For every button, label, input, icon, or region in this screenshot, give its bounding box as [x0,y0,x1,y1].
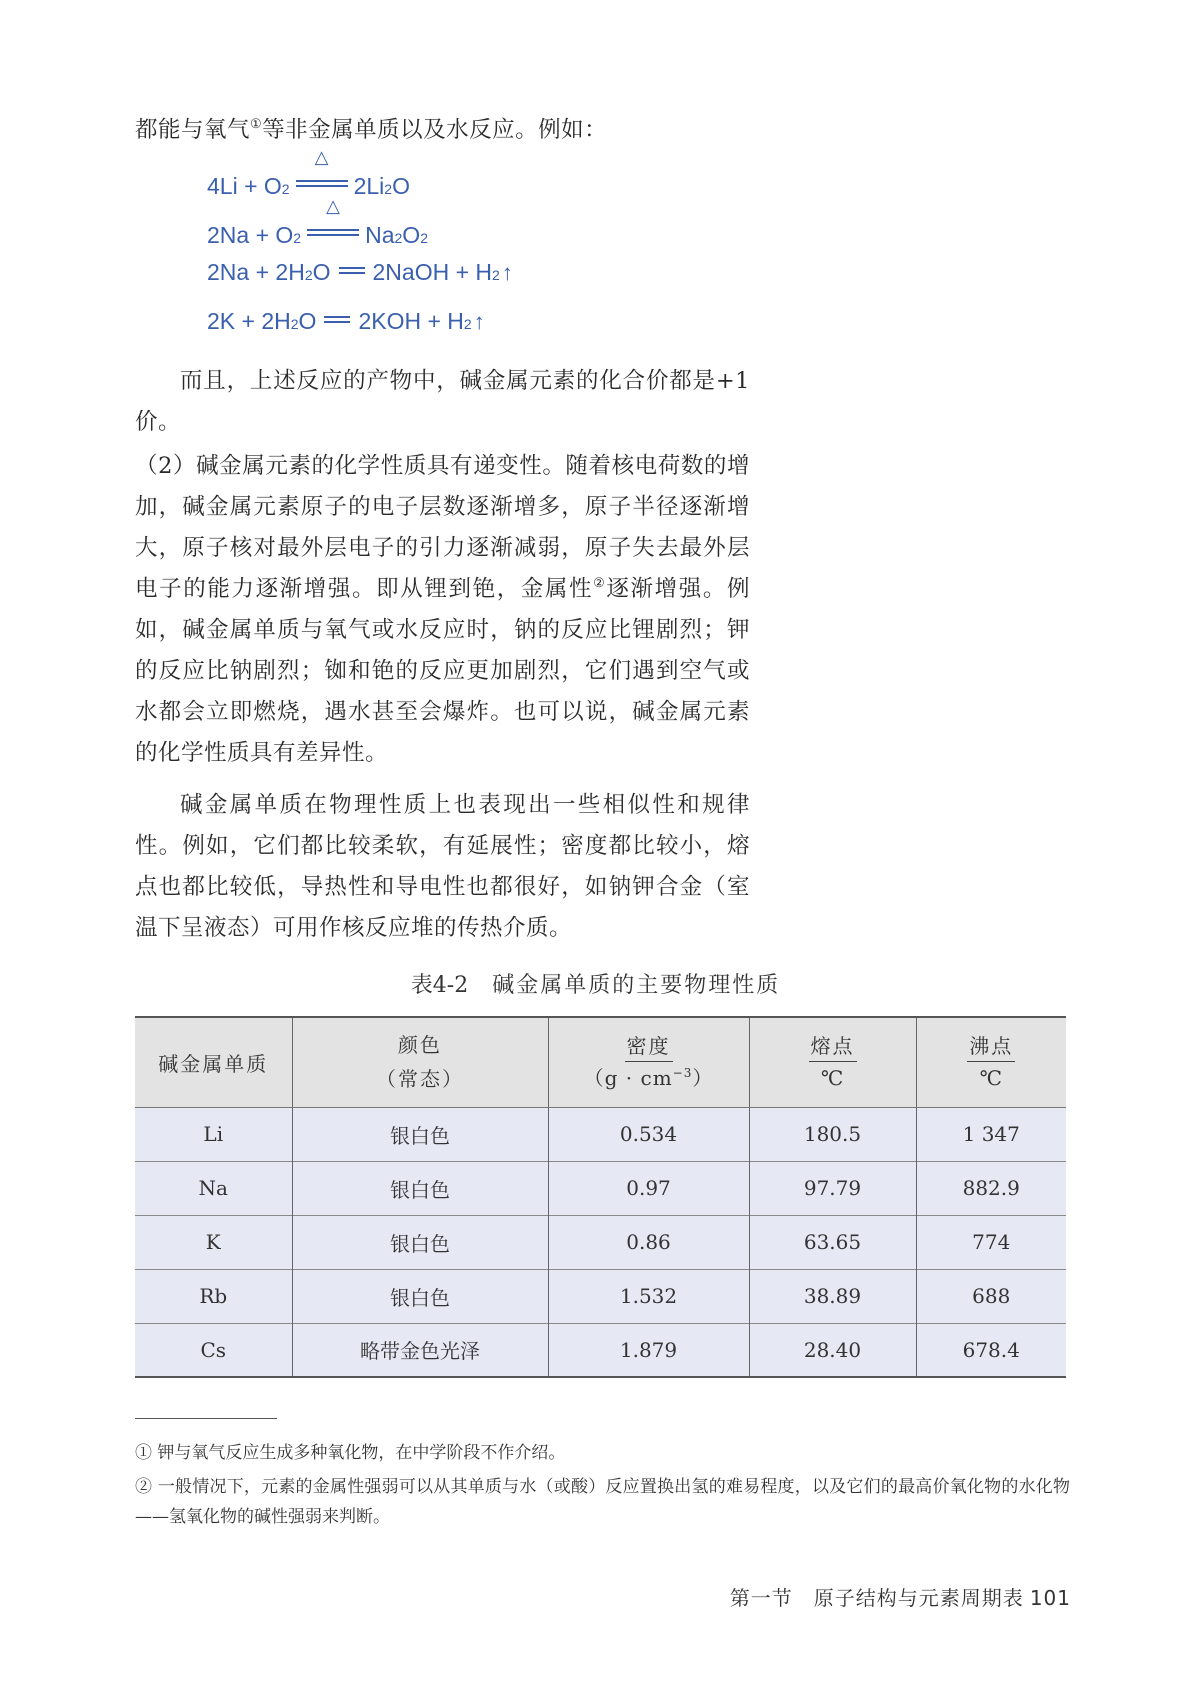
header-element: 碱金属单质 [135,1017,292,1107]
footnote-1: ① 钾与氧气反应生成多种氧化物，在中学阶段不作介绍。 [135,1443,566,1463]
equation-1: 4Li + O 2 △ 2Li 2 O [207,147,410,199]
intro-text-b: 等非金属单质以及水反应。例如： [262,117,608,143]
gas-arrow-icon: ↑ [473,309,485,334]
heat-condition-sign [296,147,348,194]
footnote-mark-1: ① [250,117,263,132]
heat-condition-sign [307,196,359,243]
equals-sign [324,309,350,329]
footer-section-title: 第一节 原子结构与元素周期表 [729,1586,1024,1610]
table-caption [0,968,1191,999]
table-row: Li 银白色 0.534 180.5 1 347 [135,1107,1066,1161]
gas-arrow-icon: ↑ [501,260,513,285]
footnote-divider [135,1418,277,1419]
table-row: Cs 略带金色光泽 1.879 28.40 678.4 [135,1323,1066,1377]
paragraph-chemical-trend: （2）碱金属元素的化学性质具有递变性。随着核电荷数的增加，碱金属元素原子的电子层数逐渐增多，原子半径逐渐增大，原子核对最外层电子的引力逐渐减弱，原子失去最外层电子的能力逐渐增强。即从锂到铯，金属性②逐渐增强。例如，碱金属单质与氧气或水反应时，钠的反应比锂剧烈；钾的反应比钠剧烈；铷和铯的反应更加剧烈，它们遇到空气或水都会立即燃烧，遇水甚至会爆炸。也可以说，碱金属元素的化学性质具有差异性。 [135,453,750,766]
equation-3: 2Na + 2H 2 O 2NaOH + H 2 ↑ [207,259,513,285]
header-color: 颜色 （常态） [292,1017,548,1107]
page-footer [730,1582,1071,1611]
paragraph-physical-properties: 碱金属单质在物理性质上也表现出一些相似性和规律性。例如，它们都比较柔软，有延展性；密度都比较小，熔点也都比较低，导热性和导电性也都很好，如钠钾合金（室温下呈液态）可用作核反应堆的传热介质。 [135,792,750,941]
equals-sign [339,260,365,280]
intro-text-a: 都能与氧气 [135,117,251,143]
intro-paragraph [135,110,750,151]
header-melting-point: $\frac{\text{熔点}}{℃}$ [749,1017,916,1107]
header-density: $\frac{\text{密度}}{(g \cdot cm^{-3})}$ [548,1017,749,1107]
paragraph-valence: 而且，上述反应的产物中，碱金属元素的化合价都是+1价。 [135,368,750,435]
table-header-row [135,1017,1066,1107]
equation-4: 2K + 2H 2 O 2KOH + H 2 ↑ [207,308,485,334]
footnote-mark-2: ② [593,576,607,591]
table-row: K 银白色 0.86 63.65 774 [135,1215,1066,1269]
table-row: Na 银白色 0.97 97.79 882.9 [135,1161,1066,1215]
table-row: Rb 银白色 1.532 38.89 688 [135,1269,1066,1323]
footnote-2: ② 一般情况下，元素的金属性强弱可以从其单质与水（或酸）反应置换出氢的难易程度，以及它们的最高价氧化物的水化物——氢氧化物的碱性强弱来判断。 [135,1477,1070,1527]
alkali-metals-table [135,1016,1066,1378]
header-boiling-point: $\frac{\text{沸点}}{℃}$ [916,1017,1066,1107]
heat-triangle-icon: △ [314,147,329,167]
table-title: 碱金属单质的主要物理性质 [492,973,781,998]
page-number: 101 [1029,1586,1071,1610]
equation-2: 2Na + O 2 △ Na 2 O 2 [207,196,428,248]
heat-triangle-icon: △ [326,196,341,216]
table-number: 表4-2 [410,973,469,998]
